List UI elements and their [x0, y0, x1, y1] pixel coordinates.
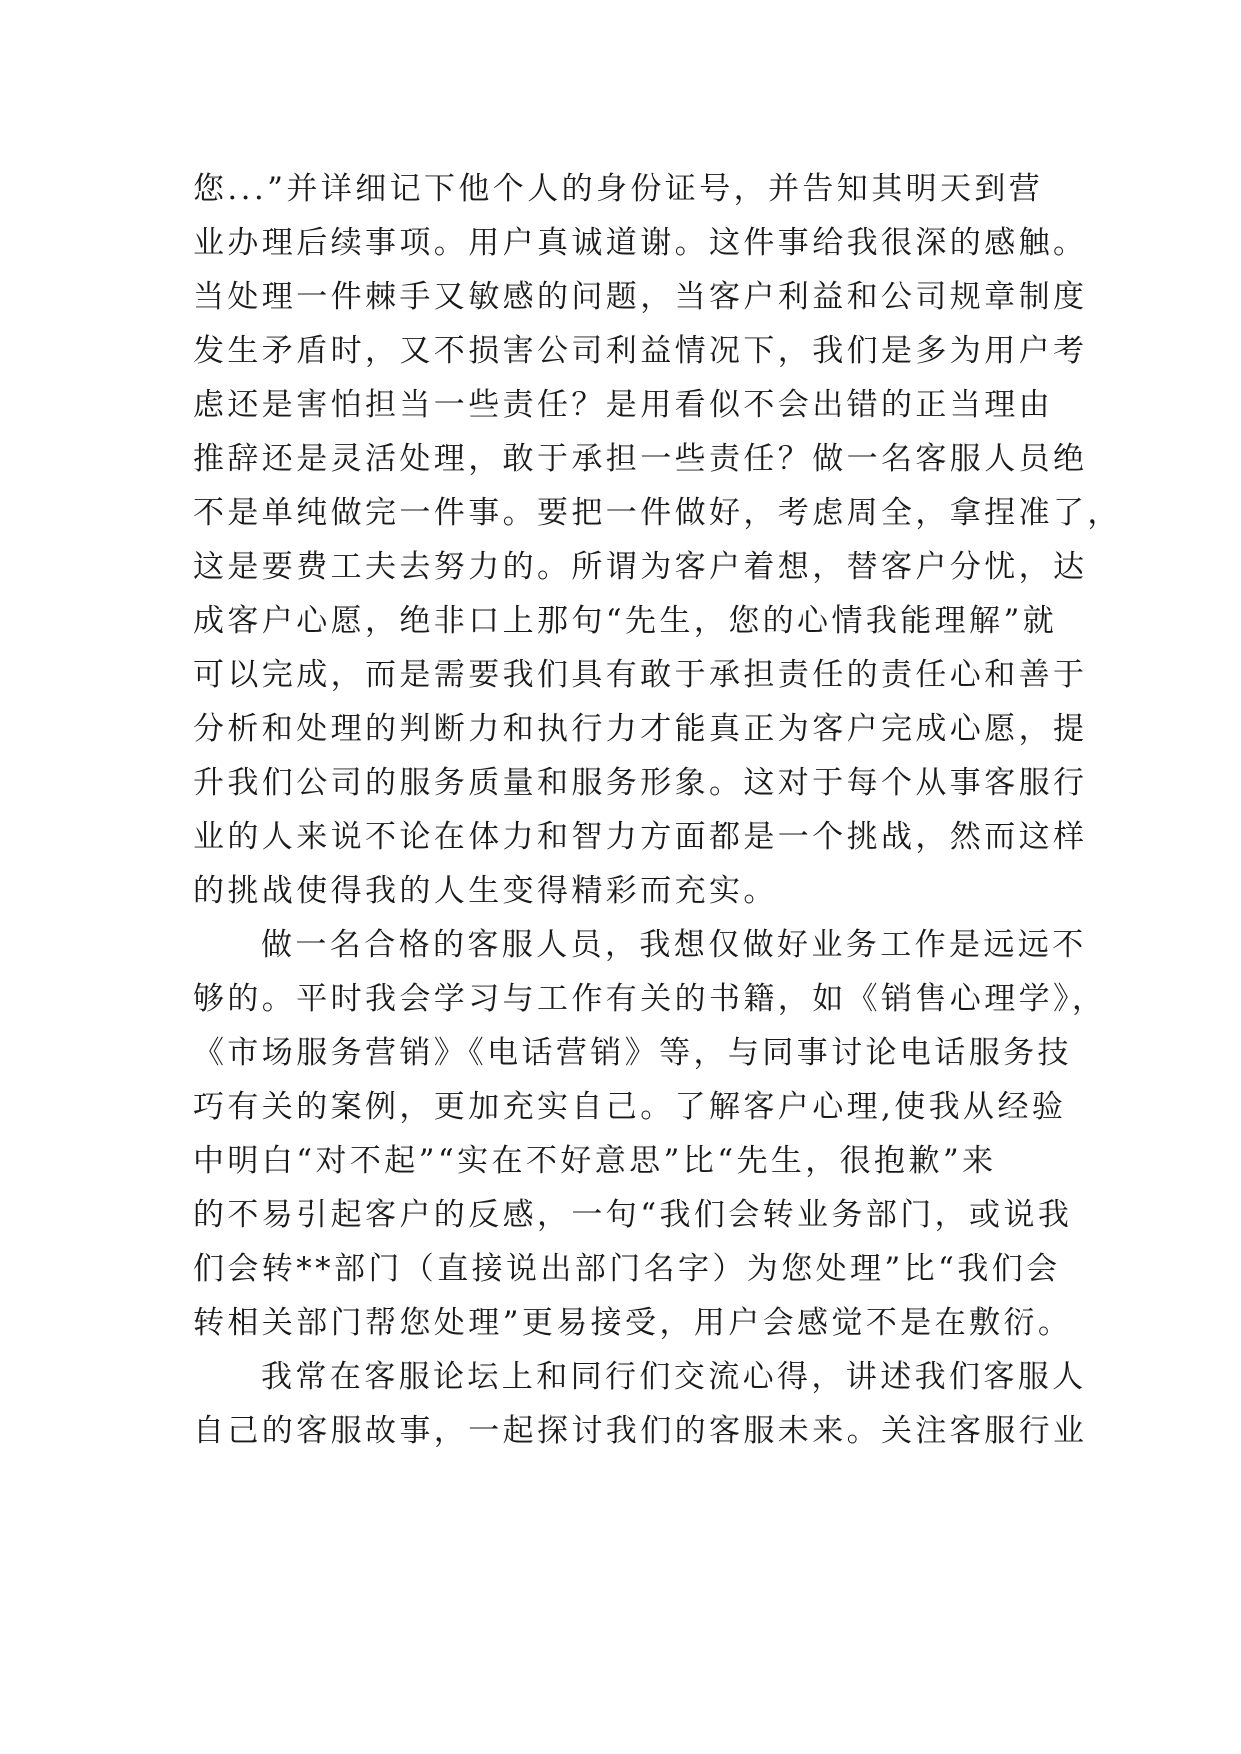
text-line: 的不易引起客户的反感，一句“我们会转业务部门，或说我: [193, 1197, 1073, 1233]
body-text: [193, 162, 1122, 1458]
paragraph-start-line: 做一名合格的客服人员，我想仅做好业务工作是远远不: [261, 927, 1087, 963]
text-line: 发生矛盾时，又不损害公司利益情况下，我们是多为用户考: [193, 333, 1088, 369]
text-line: 业的人来说不论在体力和智力方面都是一个挑战，然而这样: [193, 819, 1088, 855]
text-line: 可以完成，而是需要我们具有敢于承担责任的责任心和善于: [193, 657, 1088, 693]
text-line: 当处理一件棘手又敏感的问题，当客户利益和公司规章制度: [193, 279, 1088, 315]
text-line: 转相关部门帮您处理”更易接受，用户会感觉不是在敷衍。: [193, 1305, 1073, 1341]
text-line: 中明白“对不起”“实在不好意思”比“先生，很抱歉”来: [193, 1143, 997, 1179]
text-line: 虑还是害怕担当一些责任？是用看似不会出错的正当理由: [193, 387, 1053, 423]
text-line: 业办理后续事项。用户真诚道谢。这件事给我很深的感触。: [193, 225, 1088, 261]
text-line: 成客户心愿，绝非口上那句“先生，您的心情我能理解”就: [193, 603, 1058, 639]
text-line: 不是单纯做完一件事。要把一件做好，考虑周全，拿捏准了，: [193, 495, 1122, 531]
text-line: 您...”并详细记下他个人的身份证号，并告知其明天到营: [193, 171, 1044, 207]
text-line: 这是要费工夫去努力的。所谓为客户着想，替客户分忧，达: [193, 549, 1088, 585]
paragraph-start-line: 我常在客服论坛上和同行们交流心得，讲述我们客服人: [261, 1359, 1087, 1395]
text-line: 够的。平时我会学习与工作有关的书籍，如《销售心理学》，: [193, 981, 1107, 1017]
text-line: 推辞还是灵活处理，敢于承担一些责任？做一名客服人员绝: [193, 441, 1088, 477]
text-line: 的挑战使得我的人生变得精彩而充实。: [193, 873, 778, 909]
text-line: 升我们公司的服务质量和服务形象。这对于每个从事客服行: [193, 765, 1088, 801]
text-line: 《市场服务营销》《电话营销》等，与同事讨论电话服务技: [193, 1035, 1072, 1071]
text-line: 们会转**部门（直接说出部门名字）为您处理”比“我们会: [193, 1251, 1061, 1287]
text-line: 分析和处理的判断力和执行力才能真正为客户完成心愿，提: [193, 711, 1088, 747]
text-line: 巧有关的案例，更加充实自己。了解客户心理,使我从经验: [193, 1089, 1067, 1125]
text-line: 自己的客服故事，一起探讨我们的客服未来。关注客服行业: [193, 1413, 1088, 1449]
